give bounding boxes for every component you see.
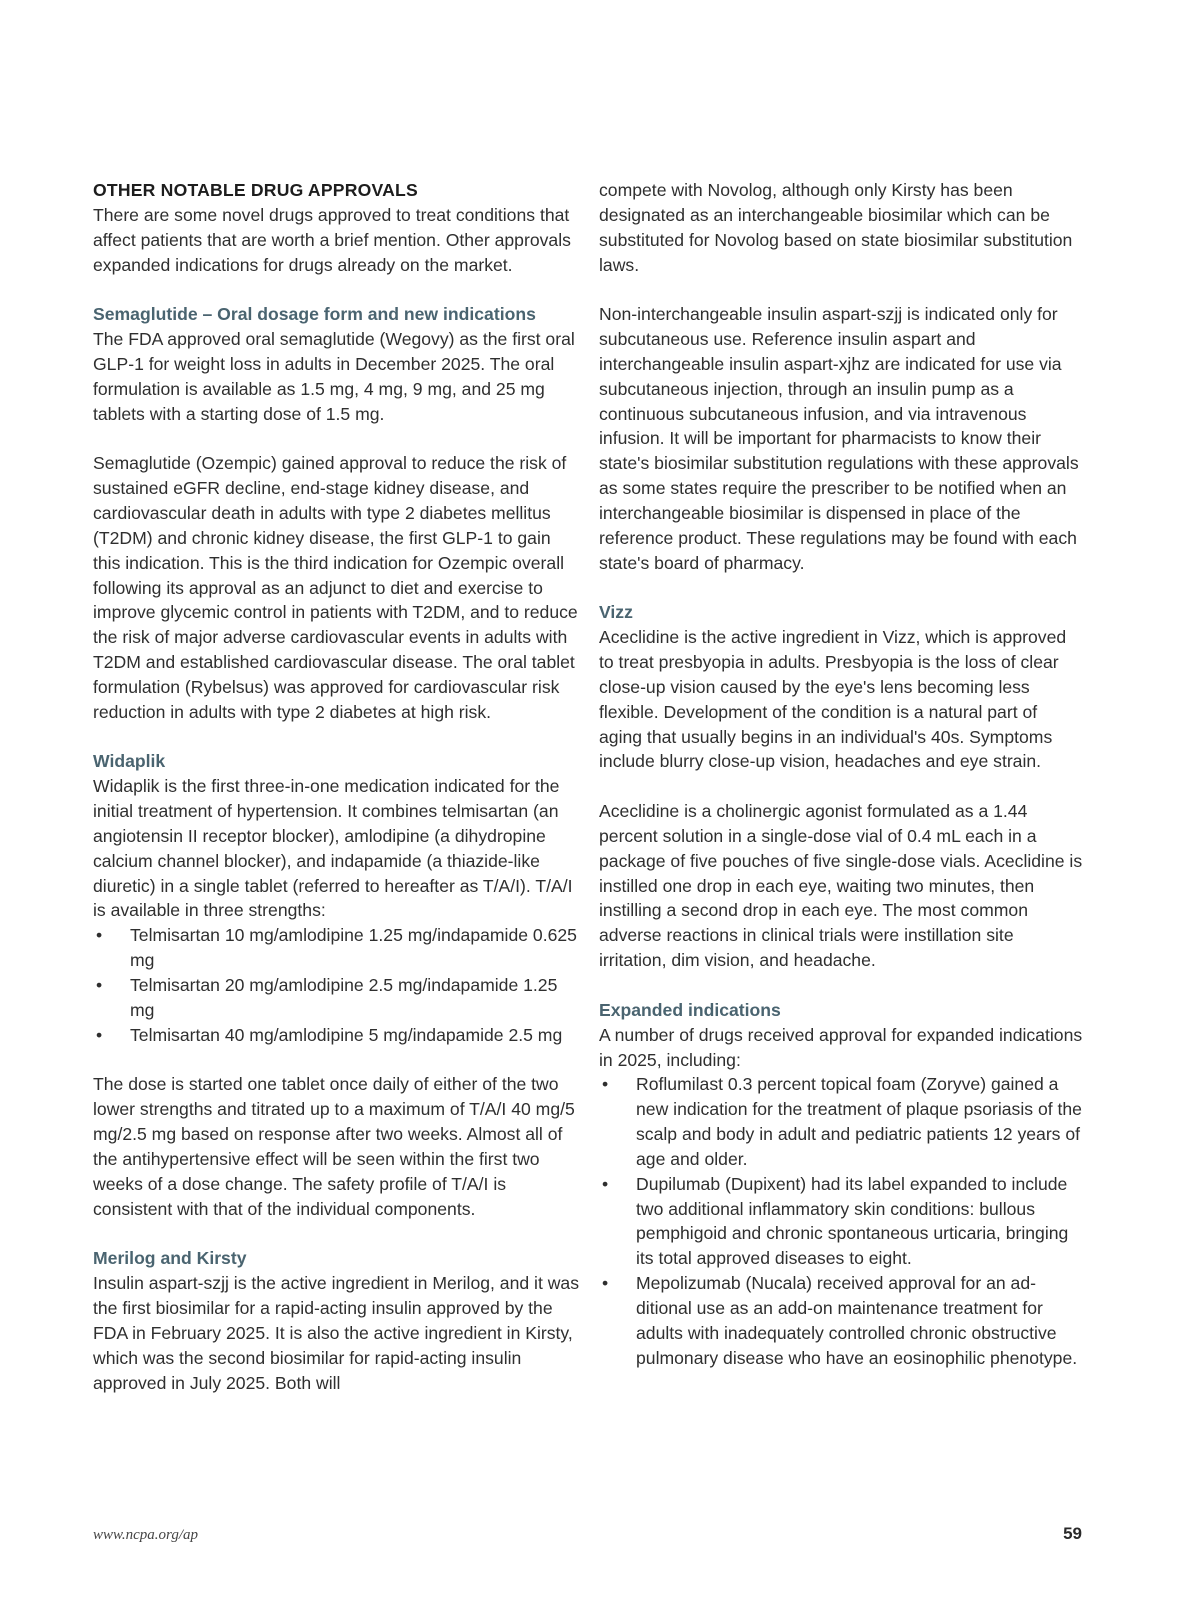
merilog-heading: Merilog and Kirsty [93, 1248, 247, 1269]
merilog-paragraph-2: Non-interchangeable insulin aspart-szjj is indicated only for subcutaneous use. Reference insulin aspart and interchangeable insulin aspart-xjhz are indicated for use via subcutaneous injection, through an insulin pump as a continuous subcutaneous infusion, and via intravenous infusion. It will be important for pharmacists to know their state's biosimilar substitution regulations with these approvals as some states require the prescriber to be notified when an interchangeable biosimilar is dispensed in place of the reference product. These regulations may be found with each state's board of pharmacy. [599, 304, 1079, 573]
page-number: 59 [1063, 1524, 1082, 1543]
list-item: • Roflumilast 0.3 percent topical foam (Zoryve) gained a new indication for the treatment of plaque psoriasis of the scalp and body in adult and pediatric patients 12 years of age and older. [599, 1072, 1085, 1171]
semaglutide-paragraph-2: Semaglutide (Ozempic) gained approval to reduce the risk of sustained eGFR decline, end-stage kidney disease, and cardiovascular death in adults with type 2 diabetes mellitus (T2DM) and chronic kidney disease, the first GLP-1 to gain this indication. This is the third indication for Ozempic overall following its approval as an adjunct to diet and exercise to improve glycemic control in patients with T2DM, and to reduce the risk of major adverse cardiovascular events in adults with T2DM and established cardiovascular disease. The oral tablet formulation (Rybelsus) was approved for cardiovascular risk reduction in adults with type 2 diabetes at high risk. [93, 453, 578, 722]
footer-url[interactable]: www.ncpa.org/ap [93, 1527, 199, 1543]
section-title: OTHER NOTABLE DRUG APPROVALS [93, 180, 418, 200]
list-item: • Telmisartan 40 mg/amlodipine 5 mg/indapamide 2.5 mg [93, 1023, 579, 1048]
right-column [599, 178, 1085, 1371]
list-item: • Telmisartan 10 mg/amlodipine 1.25 mg/indapamide 0.625 mg [93, 923, 579, 973]
merilog-paragraph-1: Insulin aspart-szjj is the active ingredient in Merilog, and it was the first biosimilar for a rapid-acting insulin approved by the FDA in February 2025. It is also the active ingredient in Kirsty, which was the second biosimilar for rapid-acting insulin approved in July 2025. Both will [93, 1273, 580, 1393]
widaplik-paragraph-1: Widaplik is the first three-in-one medication indicated for the initial treatment of hypertension. It combines telmisartan (an angiotensin II receptor blocker), amlodipine (a dihydropine calcium channel blocker), and indapamide (a thiazide-like diuretic) in a single tablet (referred to hereafter as T/A/I). T/A/I is available in three strengths: [93, 776, 573, 921]
list-item: • Mepolizumab (Nucala) received approval for an additional use as an add-on maintenance treatment for adults with inadequately controlled chronic obstructive pulmonary disease who have an eosinophilic phenotype. [599, 1271, 1085, 1370]
semaglutide-heading: Semaglutide – Oral dosage form and new indications [93, 304, 536, 325]
expanded-indications-paragraph: A number of drugs received approval for expanded indications in 2025, including: [599, 1024, 1083, 1070]
vizz-paragraph-1: Aceclidine is the active ingredient in Vizz, which is approved to treat presbyopia in adults. Presbyopia is the loss of clear close-up vision caused by the eye's lens becoming less flexible. Development of the condition is a natural part of aging that usually begins in an individual's 40s. Symptoms include blurry close-up vision, headaches and eye strain. [599, 627, 1067, 772]
expanded-indications-list [599, 1072, 1085, 1370]
widaplik-strengths-list [93, 923, 579, 1047]
intro-paragraph: There are some novel drugs approved to treat conditions that affect patients that are worth a brief mention. Other approvals expanded indications for drugs already on the market. [93, 204, 571, 275]
widaplik-paragraph-2: The dose is started one tablet once daily of either of the two lower strengths and titrated up to a maximum of T/A/I 40 mg/5 mg/2.5 mg based on response after two weeks. Almost all of the antihypertensive effect will be seen within the first two weeks of a dose change. The safety profile of T/A/I is consistent with that of the individual components. [93, 1074, 575, 1219]
vizz-paragraph-2: Aceclidine is a cholinergic agonist formulated as a 1.44 percent solution in a single-dose vial of 0.4 mL each in a package of five pouches of five single-dose vials. Aceclidine is instilled one drop in each eye, waiting two minutes, then instilling a second drop in each eye. The most common adverse reactions in clinical trials were instillation site irritation, dim vision, and headache. [599, 801, 1083, 971]
merilog-continued-paragraph: compete with Novolog, although only Kirsty has been designated as an interchangeable biosimilar which can be substituted for Novolog based on state biosimilar substitution laws. [599, 180, 1073, 275]
list-item: • Telmisartan 20 mg/amlodipine 2.5 mg/indapamide 1.25 mg [93, 973, 579, 1023]
widaplik-heading: Widaplik [93, 751, 166, 772]
left-column [93, 178, 579, 1395]
vizz-heading: Vizz [599, 602, 633, 623]
expanded-indications-heading: Expanded indications [599, 999, 781, 1020]
semaglutide-paragraph-1: The FDA approved oral semaglutide (Wegovy) as the first oral GLP-1 for weight loss in adults in December 2025. The oral formulation is available as 1.5 mg, 4 mg, 9 mg, and 25 mg tablets with a starting dose of 1.5 mg. [93, 329, 575, 424]
list-item: • Dupilumab (Dupixent) had its label expanded to include two additional inflammatory skin conditions: bullous pemphigoid and chronic spontaneous urticaria, bringing its total approved diseases to eight. [599, 1172, 1085, 1271]
